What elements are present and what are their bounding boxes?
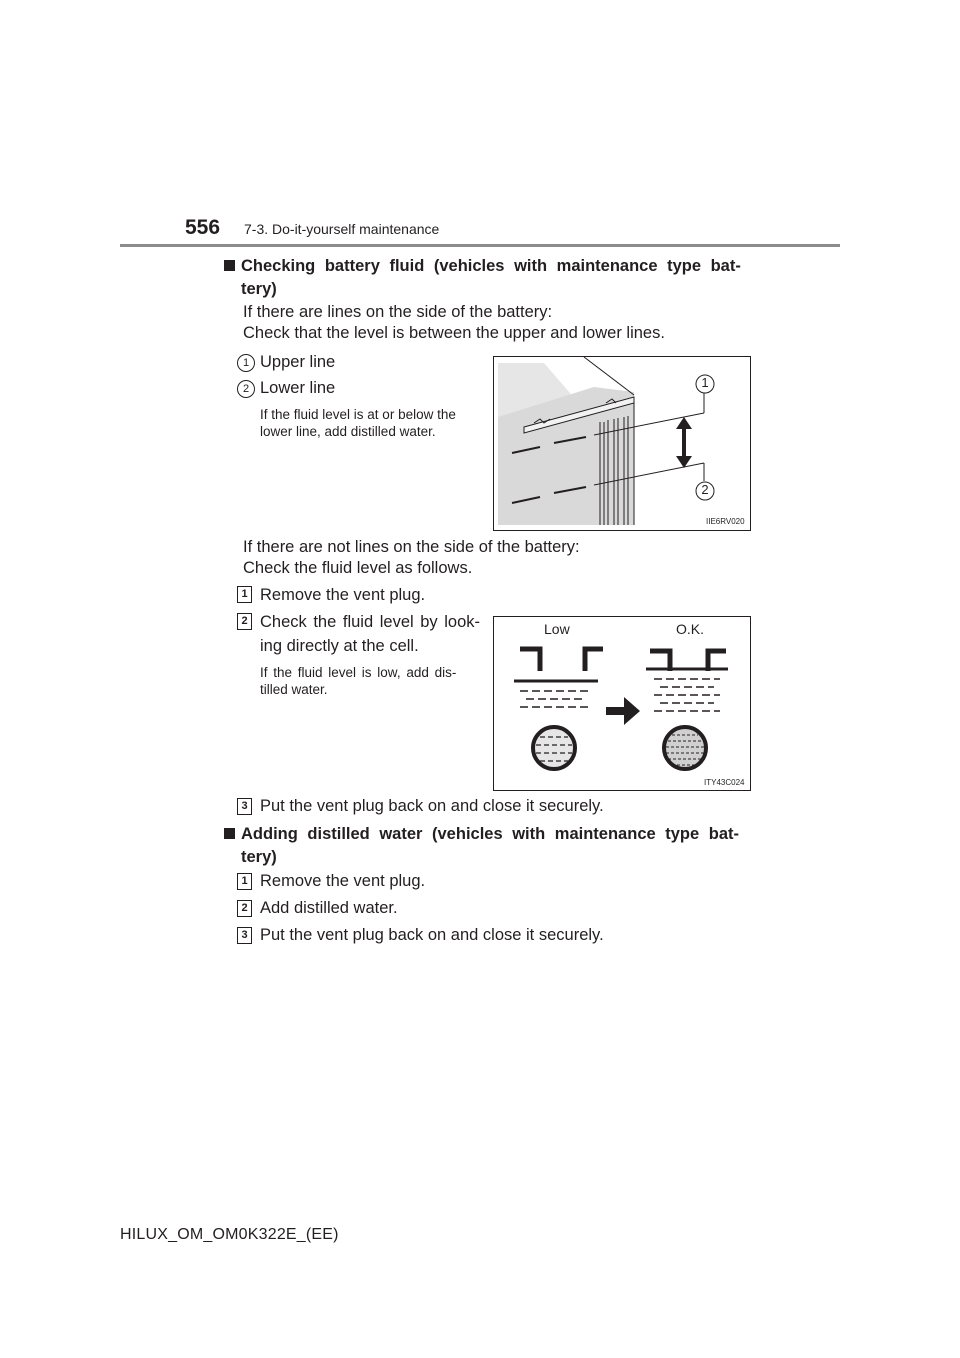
figure1-callout-1: 1 xyxy=(701,375,709,390)
no-lines-intro-1: If there are not lines on the side of the battery: xyxy=(243,538,580,556)
ok-label: O.K. xyxy=(676,621,705,637)
header-rule xyxy=(120,244,840,247)
add-step-2-text: Add distilled water. xyxy=(260,899,398,917)
low-note-2: tilled water. xyxy=(260,682,328,697)
lines-intro-2: Check that the level is between the upper and lower lines. xyxy=(243,324,665,342)
square-bullet-icon xyxy=(224,260,235,271)
adding-heading xyxy=(224,823,754,869)
section-title: 7-3. Do-it-yourself maintenance xyxy=(244,221,440,237)
adding-heading-line2: tery) xyxy=(241,848,277,866)
cell-level-illustration xyxy=(494,617,750,790)
add-step-2-marker: 2 xyxy=(237,900,252,917)
no-lines-intro-2: Check the fluid level as follows. xyxy=(243,559,473,577)
figure1-code: IIE6RV020 xyxy=(706,517,745,526)
low-label: Low xyxy=(544,621,570,637)
step-1-marker: 1 xyxy=(237,586,252,603)
step-2-text-1: Check the fluid level by look- xyxy=(260,613,481,631)
callout-2-marker: 2 xyxy=(237,380,255,398)
add-step-3-text: Put the vent plug back on and close it securely. xyxy=(260,926,604,944)
battery-lines-figure xyxy=(493,356,751,531)
step-3-text: Put the vent plug back on and close it securely. xyxy=(260,797,604,815)
fluid-level-figure xyxy=(493,616,751,791)
lower-note-2: lower line, add distilled water. xyxy=(260,424,436,439)
checking-heading-line2: tery) xyxy=(241,280,277,298)
step-3-marker: 3 xyxy=(237,798,252,815)
checking-heading xyxy=(224,255,754,301)
upper-line-label: Upper line xyxy=(260,353,336,371)
adding-heading-line1: Adding distilled water (vehicles with maintenance type bat- xyxy=(241,825,740,843)
step-1-text: Remove the vent plug. xyxy=(260,586,426,604)
add-step-3-marker: 3 xyxy=(237,927,252,944)
add-step-1-text: Remove the vent plug. xyxy=(260,872,426,890)
document-code: HILUX_OM_OM0K322E_(EE) xyxy=(120,1226,339,1243)
square-bullet-icon xyxy=(224,828,235,839)
checking-heading-line1: Checking battery fluid (vehicles with maintenance type bat- xyxy=(241,257,741,275)
step-2-text-2: ing directly at the cell. xyxy=(260,637,419,655)
page-number: 556 xyxy=(185,216,221,239)
lines-intro-1: If there are lines on the side of the battery: xyxy=(243,303,553,321)
figure2-code: ITY43C024 xyxy=(704,778,745,787)
lower-note-1: If the fluid level is at or below the xyxy=(260,407,456,422)
callout-1-marker: 1 xyxy=(237,354,255,372)
step-2-marker: 2 xyxy=(237,613,252,630)
low-note-1: If the fluid level is low, add dis- xyxy=(260,665,457,680)
lower-line-label: Lower line xyxy=(260,379,336,397)
figure1-callout-2: 2 xyxy=(701,482,709,497)
add-step-1-marker: 1 xyxy=(237,873,252,890)
